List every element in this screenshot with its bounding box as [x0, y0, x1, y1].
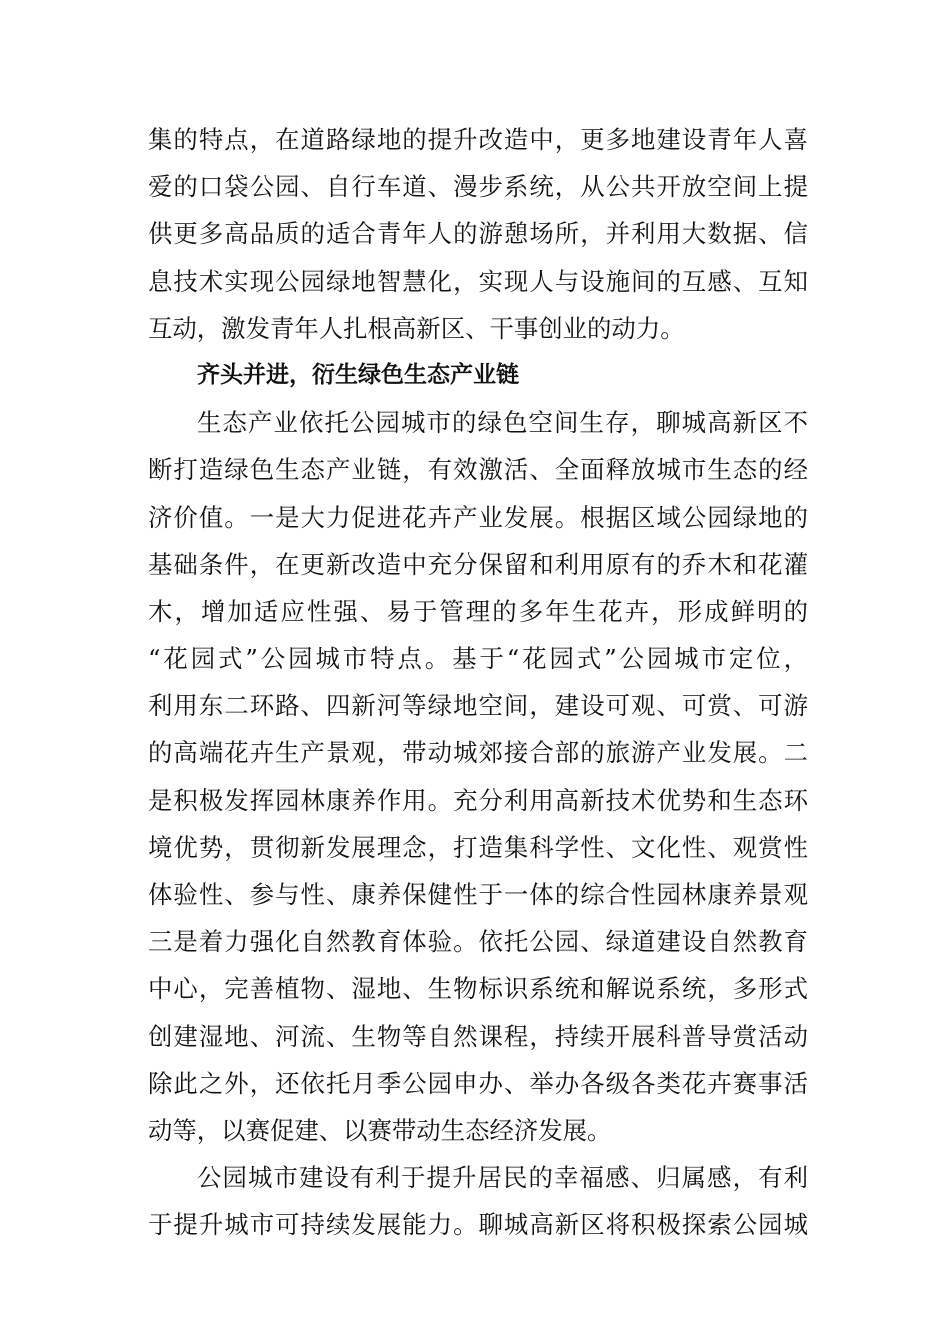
text-line: 息技术实现公园绿地智慧化，实现人与设施间的互感、互知 — [148, 266, 808, 296]
text-line: 集的特点，在道路绿地的提升改造中，更多地建设青年人喜 — [148, 125, 808, 154]
text-line: 断打造绿色生态产业链，有效激活、全面释放城市生态的经 — [148, 455, 808, 485]
text-line: 体验性、参与性、康养保健性于一体的综合性园林康养景观 — [148, 880, 808, 909]
text-line: 爱的口袋公园、自行车道、漫步系统，从公共开放空间上提 — [148, 172, 808, 202]
paragraph-2 — [148, 399, 808, 1154]
text-line: 是积极发挥园林康养作用。充分利用高新技术优势和生态环 — [148, 785, 808, 815]
text-line: 互动，激发青年人扎根高新区、干事创业的动力。 — [148, 313, 685, 343]
text-line: 木，增加适应性强、易于管理的多年生花卉，形成鲜明的 — [148, 596, 808, 626]
text-line: “花园式”公园城市特点。基于“花园式”公园城市定位， — [148, 644, 808, 674]
paragraph-1 — [148, 116, 808, 352]
text-line: 供更多高品质的适合青年人的游憩场所，并利用大数据、信 — [148, 219, 808, 249]
text-line: 除此之外，还依托月季公园申办、举办各级各类花卉赛事活 — [148, 1068, 808, 1098]
text-line: 公园城市建设有利于提升居民的幸福感、归属感，有利 — [197, 1163, 808, 1193]
document-page — [148, 116, 808, 1249]
section-heading — [148, 352, 808, 399]
text-line: 济价值。一是大力促进花卉产业发展。根据区域公园绿地的 — [148, 502, 808, 532]
text-line: 中心，完善植物、湿地、生物标识系统和解说系统，多形式 — [148, 974, 808, 1004]
text-line: 生态产业依托公园城市的绿色空间生存，聊城高新区不 — [197, 408, 808, 438]
paragraph-3 — [148, 1154, 808, 1248]
text-line: 动等，以赛促建、以赛带动生态经济发展。 — [148, 1115, 612, 1145]
section-heading-text: 齐头并进，衍生绿色生态产业链 — [197, 361, 519, 388]
text-line: 利用东二环路、四新河等绿地空间，建设可观、可赏、可游 — [148, 691, 808, 721]
text-line: 三是着力强化自然教育体验。依托公园、绿道建设自然教育 — [148, 927, 808, 957]
text-line: 基础条件，在更新改造中充分保留和利用原有的乔木和花灌 — [148, 549, 808, 579]
text-line: 境优势，贯彻新发展理念，打造集科学性、文化性、观赏性 — [148, 832, 808, 862]
text-line: 的高端花卉生产景观，带动城郊接合部的旅游产业发展。二 — [148, 738, 808, 768]
text-line: 于提升城市可持续发展能力。聊城高新区将积极探索公园城 — [148, 1210, 808, 1240]
text-line: 创建湿地、河流、生物等自然课程，持续开展科普导赏活动 — [148, 1021, 808, 1051]
